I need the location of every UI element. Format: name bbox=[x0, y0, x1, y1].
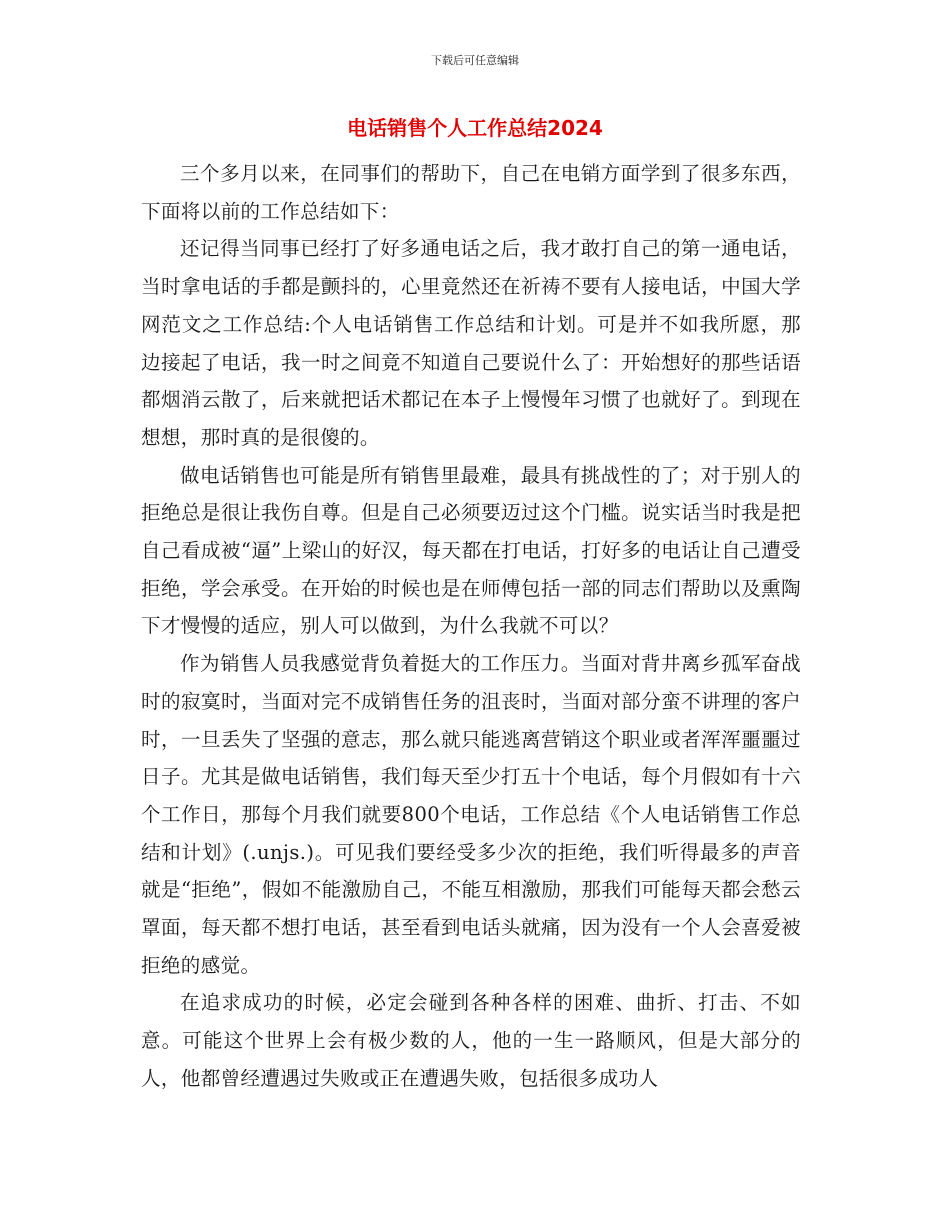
page-header-note: 下载后可任意编辑 bbox=[431, 54, 519, 67]
document-body bbox=[141, 155, 801, 1098]
paragraph: 三个多月以来，在同事们的帮助下，自己在电销方面学到了很多东西，下面将以前的工作总结如下： bbox=[141, 162, 801, 223]
paragraph: 作为销售人员我感觉背负着挺大的工作压力。当面对背井离乡孤军奋战时的寂寞时，当面对完不成销售任务的沮丧时，当面对部分蛮不讲理的客户时，一旦丢失了坚强的意志，那么就只能逃离营销这个职业或者浑浑噩噩过日子。尤其是做电话销售，我们每天至少打五十个电话，每个月假如有十六个工作日，那每个月我们就要800个电话，工作总结《个人电话销售工作总结和计划》(.unjs.)。可见我们要经受多少次的拒绝，我们听得最多的声音就是“拒绝”，假如不能激励自己，不能互相激励，那我们可能每天都会愁云罩面，每天都不想打电话，甚至看到电话头就痛，因为没有一个人会喜爱被拒绝的感觉。 bbox=[141, 652, 801, 977]
paragraph: 还记得当同事已经打了好多通电话之后，我才敢打自己的第一通电话，当时拿电话的手都是颤抖的，心里竟然还在祈祷不要有人接电话，中国大学网范文之工作总结:个人电话销售工作总结和计划。可是并不如我所愿，那边接起了电话，我一时之间竟不知道自己要说什么了：开始想好的那些话语都烟消云散了，后来就把话术都记在本子上慢慢年习惯了也就好了。到现在想想，那时真的是很傻的。 bbox=[141, 237, 801, 449]
document-title: 电话销售个人工作总结2024 bbox=[347, 116, 603, 140]
paragraph: 做电话销售也可能是所有销售里最难，最具有挑战性的了；对于别人的拒绝总是很让我伤自尊。但是自己必须要迈过这个门槛。说实话当时我是把自己看成被“逼”上梁山的好汉，每天都在打电话，打好多的电话让自己遭受拒绝，学会承受。在开始的时候也是在师傅包括一部的同志们帮助以及熏陶下才慢慢的适应，别人可以做到，为什么我就不可以？ bbox=[141, 463, 801, 638]
paragraph: 在追求成功的时候，必定会碰到各种各样的困难、曲折、打击、不如意。可能这个世界上会有极少数的人，他的一生一路顺风，但是大部分的人，他都曾经遭遇过失败或正在遭遇失败，包括很多成功人 bbox=[141, 991, 801, 1090]
